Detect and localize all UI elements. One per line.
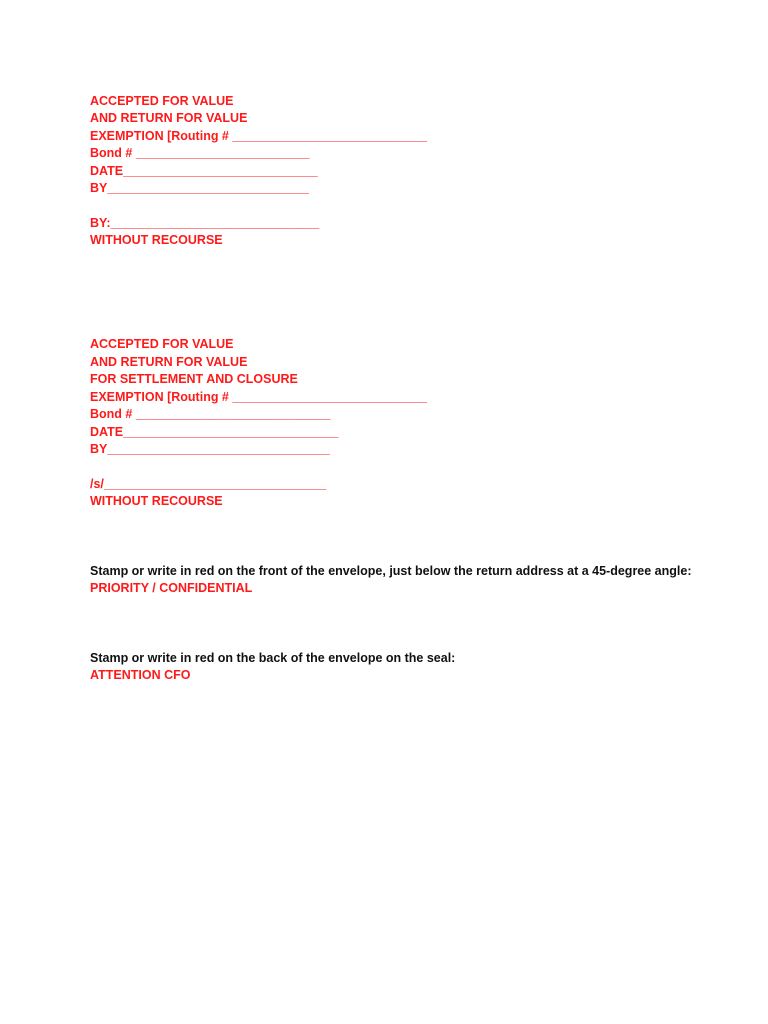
accepted-for-value-line: ACCEPTED FOR VALUE [90, 337, 234, 351]
exemption-routing-line: EXEMPTION [Routing # ____________________________ [90, 129, 428, 143]
accepted-for-value-line: ACCEPTED FOR VALUE [90, 94, 234, 108]
signature-line: /s/________________________________ [90, 477, 327, 491]
by-line: BY_____________________________ [90, 181, 309, 195]
by-line: BY________________________________ [90, 442, 330, 456]
back-instruction-text: Stamp or write in red on the back of the envelope on the seal: [90, 651, 456, 665]
bond-number-line: Bond # _________________________ [90, 146, 310, 160]
bond-number-line: Bond # ____________________________ [90, 407, 331, 421]
without-recourse-line: WITHOUT RECOURSE [90, 233, 223, 247]
without-recourse-line: WITHOUT RECOURSE [90, 494, 223, 508]
return-for-value-line: AND RETURN FOR VALUE [90, 355, 248, 369]
date-line: DATE_______________________________ [90, 425, 339, 439]
front-instruction-text: Stamp or write in red on the front of the envelope, just below the return address at a 45-degree angle: [90, 564, 692, 578]
settlement-closure-line: FOR SETTLEMENT AND CLOSURE [90, 372, 298, 386]
date-line: DATE____________________________ [90, 164, 318, 178]
exemption-routing-line: EXEMPTION [Routing # ____________________________ [90, 390, 428, 404]
attention-cfo-stamp: ATTENTION CFO [90, 668, 191, 682]
return-for-value-line: AND RETURN FOR VALUE [90, 111, 248, 125]
by-signature-line: BY:______________________________ [90, 216, 320, 230]
priority-confidential-stamp: PRIORITY / CONFIDENTIAL [90, 581, 253, 595]
